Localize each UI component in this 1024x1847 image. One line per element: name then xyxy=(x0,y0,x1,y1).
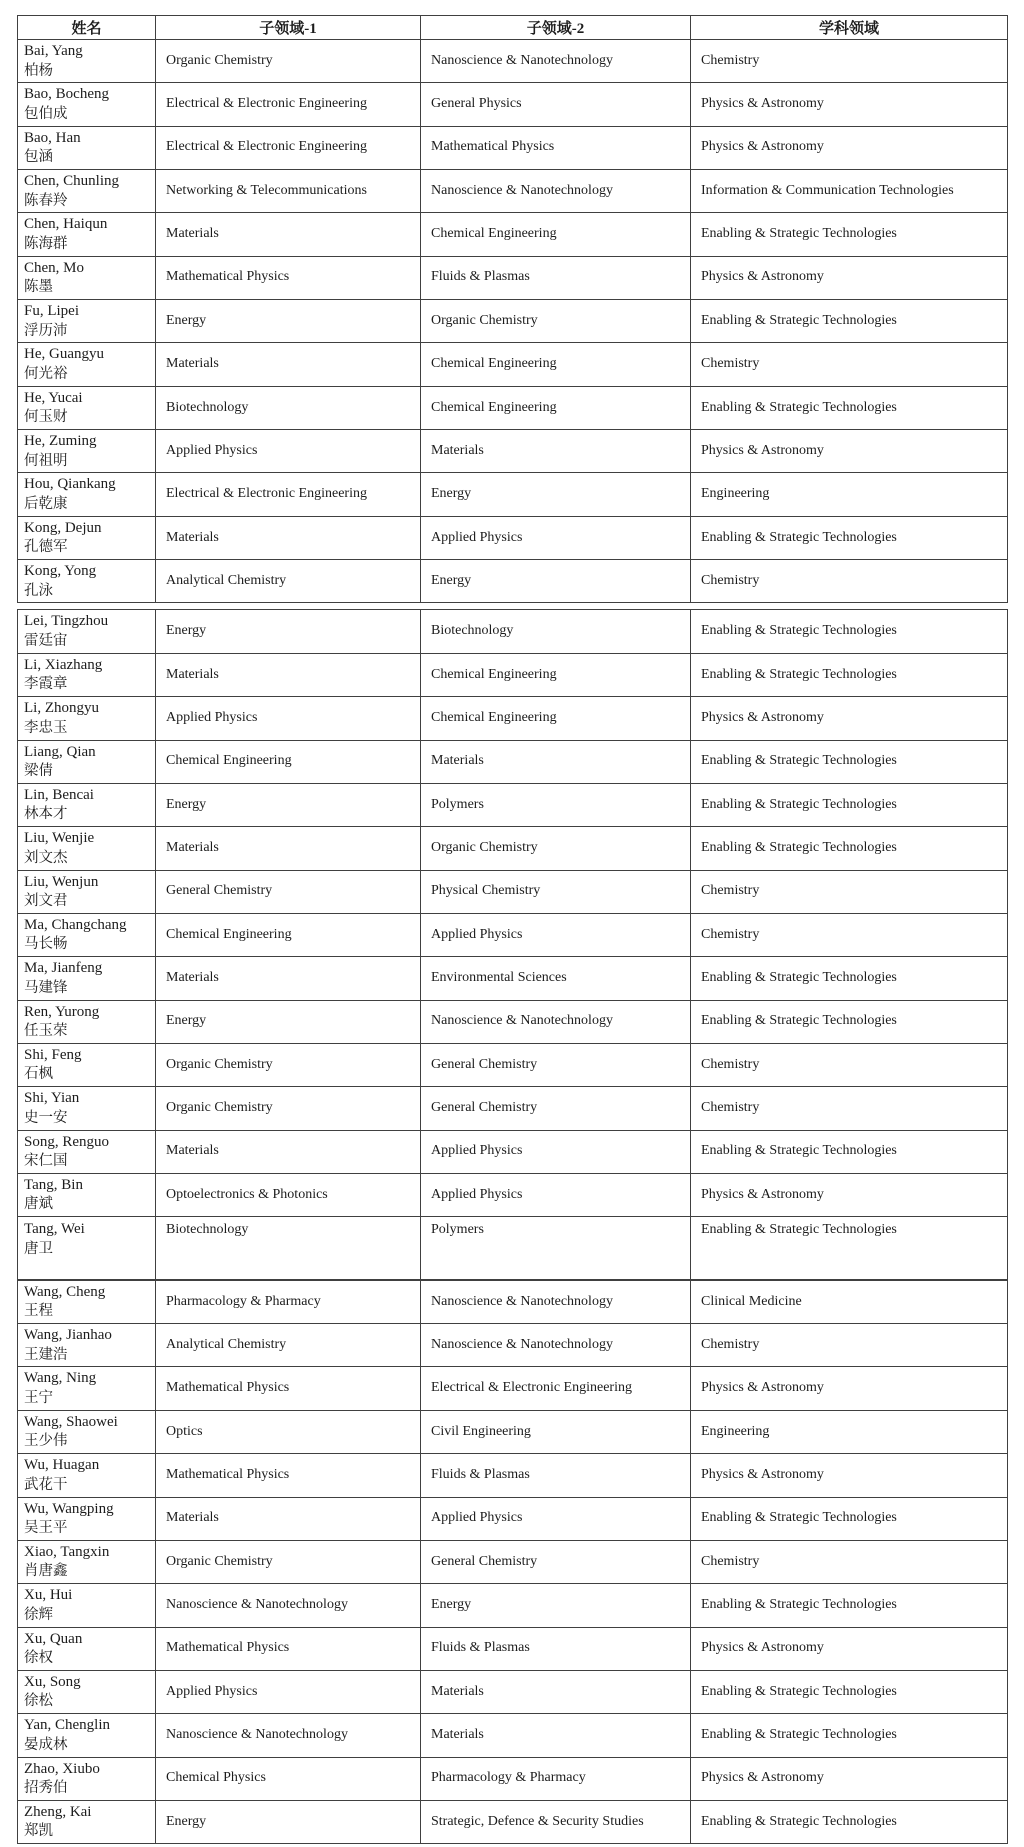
researcher-name-zh: 唐斌 xyxy=(24,1196,53,1213)
researcher-name-en: Li, Xiazhang xyxy=(24,656,103,673)
researcher-name-en: Lei, Tingzhou xyxy=(24,613,109,630)
researcher-name-zh: 陈春羚 xyxy=(24,192,68,209)
subject-cell: Enabling & Strategic Technologies xyxy=(691,740,1008,783)
table-row xyxy=(18,870,1008,913)
subject-cell: Enabling & Strategic Technologies xyxy=(691,1800,1008,1843)
researcher-name-zh: 肖唐鑫 xyxy=(24,1563,68,1580)
header-row xyxy=(18,16,1008,40)
researcher-name-zh: 马建锋 xyxy=(24,979,68,996)
subfield1-cell: Materials xyxy=(156,827,421,870)
researcher-name-cell xyxy=(18,913,156,956)
table-header xyxy=(18,16,1008,40)
subfield1-cell: Organic Chemistry xyxy=(156,1540,421,1583)
subfield1-cell: Optics xyxy=(156,1410,421,1453)
table-row xyxy=(18,1627,1008,1670)
table-row xyxy=(18,126,1008,169)
researcher-name-en: Tang, Bin xyxy=(24,1176,83,1193)
researcher-name-en: He, Yucai xyxy=(24,389,83,406)
researcher-name-zh: 唐卫 xyxy=(24,1240,53,1257)
researcher-name-zh: 何祖明 xyxy=(24,452,68,469)
subfield1-cell: Biotechnology xyxy=(156,386,421,429)
table-row xyxy=(18,783,1008,826)
researcher-name-zh: 浮历沛 xyxy=(24,322,68,339)
researcher-name-zh: 陈墨 xyxy=(24,279,53,296)
subfield2-cell: Nanoscience & Nanotechnology xyxy=(421,1000,691,1043)
subfield2-cell: Chemical Engineering xyxy=(421,213,691,256)
researcher-name-cell xyxy=(18,1367,156,1410)
researcher-name-cell xyxy=(18,1627,156,1670)
subject-cell: Chemistry xyxy=(691,343,1008,386)
researcher-name-en: Bai, Yang xyxy=(24,43,83,59)
subject-cell: Enabling & Strategic Technologies xyxy=(691,516,1008,559)
researcher-name-cell xyxy=(18,697,156,740)
researcher-name-cell xyxy=(18,1454,156,1497)
subfield1-cell: Mathematical Physics xyxy=(156,1454,421,1497)
table-row xyxy=(18,1410,1008,1453)
researcher-name-zh: 徐松 xyxy=(24,1693,53,1710)
subfield2-cell: Chemical Engineering xyxy=(421,653,691,696)
subfield1-cell: Materials xyxy=(156,343,421,386)
researcher-name-cell xyxy=(18,1173,156,1216)
subfield2-cell: Applied Physics xyxy=(421,1497,691,1540)
researcher-name-zh: 陈海群 xyxy=(24,235,68,252)
subfield2-cell: Nanoscience & Nanotechnology xyxy=(421,170,691,213)
researcher-name-zh: 李忠玉 xyxy=(24,719,68,736)
researcher-name-cell xyxy=(18,343,156,386)
subject-cell: Enabling & Strategic Technologies xyxy=(691,827,1008,870)
subfield1-cell: Materials xyxy=(156,213,421,256)
researcher-name-cell xyxy=(18,430,156,473)
researcher-name-cell xyxy=(18,170,156,213)
researcher-name-cell xyxy=(18,83,156,126)
researcher-name-cell xyxy=(18,126,156,169)
subfield2-cell: Nanoscience & Nanotechnology xyxy=(421,1324,691,1367)
subfield2-cell: General Chemistry xyxy=(421,1540,691,1583)
table-row xyxy=(18,343,1008,386)
researcher-name-en: Chen, Chunling xyxy=(24,173,120,190)
table-row xyxy=(18,957,1008,1000)
researcher-name-zh: 任玉荣 xyxy=(24,1023,68,1040)
researcher-name-cell xyxy=(18,40,156,83)
table-row xyxy=(18,740,1008,783)
researcher-name-cell xyxy=(18,560,156,603)
subfield2-cell: Chemical Engineering xyxy=(421,386,691,429)
researcher-name-zh: 王程 xyxy=(24,1303,53,1320)
researcher-name-zh: 招秀伯 xyxy=(24,1780,68,1797)
subject-cell: Chemistry xyxy=(691,1087,1008,1130)
researcher-name-zh: 包涵 xyxy=(24,149,53,166)
researcher-name-en: Wang, Ning xyxy=(24,1370,97,1387)
subject-cell: Physics & Astronomy xyxy=(691,1367,1008,1410)
subfield2-cell: Fluids & Plasmas xyxy=(421,1454,691,1497)
subfield2-cell: Materials xyxy=(421,1670,691,1713)
researcher-name-cell xyxy=(18,1800,156,1843)
subfield1-cell: Energy xyxy=(156,1800,421,1843)
researcher-name-cell xyxy=(18,1757,156,1800)
subfield2-cell: Nanoscience & Nanotechnology xyxy=(421,40,691,83)
table-row xyxy=(18,827,1008,870)
column-header-subfield2: 子领域-2 xyxy=(421,16,691,40)
table-row xyxy=(18,170,1008,213)
subject-cell: Enabling & Strategic Technologies xyxy=(691,957,1008,1000)
subject-cell: Enabling & Strategic Technologies xyxy=(691,1714,1008,1757)
researcher-name-zh: 王少伟 xyxy=(24,1433,68,1450)
subfield2-cell: General Physics xyxy=(421,83,691,126)
subject-cell: Physics & Astronomy xyxy=(691,430,1008,473)
researcher-name-en: Hou, Qiankang xyxy=(24,476,116,493)
researcher-name-en: He, Guangyu xyxy=(24,346,104,363)
researcher-name-en: Wang, Cheng xyxy=(24,1283,106,1300)
subject-cell: Chemistry xyxy=(691,40,1008,83)
researcher-name-en: Wu, Huagan xyxy=(24,1457,100,1474)
subfield2-cell: Polymers xyxy=(421,1217,691,1280)
subfield1-cell: Energy xyxy=(156,610,421,653)
researcher-name-zh: 刘文君 xyxy=(24,893,68,910)
table-row xyxy=(18,1217,1008,1280)
subfield1-cell: Materials xyxy=(156,516,421,559)
researcher-name-cell xyxy=(18,1217,156,1280)
subject-cell: Enabling & Strategic Technologies xyxy=(691,386,1008,429)
subject-cell: Chemistry xyxy=(691,870,1008,913)
table-row xyxy=(18,653,1008,696)
researcher-name-cell xyxy=(18,300,156,343)
table-row xyxy=(18,1367,1008,1410)
researcher-name-en: Zheng, Kai xyxy=(24,1803,92,1820)
researcher-name-zh: 徐权 xyxy=(24,1650,53,1667)
subject-cell: Enabling & Strategic Technologies xyxy=(691,653,1008,696)
subject-cell: Enabling & Strategic Technologies xyxy=(691,610,1008,653)
subject-cell: Enabling & Strategic Technologies xyxy=(691,783,1008,826)
subject-cell: Enabling & Strategic Technologies xyxy=(691,1000,1008,1043)
subfield2-cell: Applied Physics xyxy=(421,913,691,956)
subfield2-cell: Fluids & Plasmas xyxy=(421,256,691,299)
subject-cell: Chemistry xyxy=(691,913,1008,956)
subfield1-cell: Applied Physics xyxy=(156,697,421,740)
subfield2-cell: Civil Engineering xyxy=(421,1410,691,1453)
table-row xyxy=(18,1497,1008,1540)
subject-cell: Physics & Astronomy xyxy=(691,1173,1008,1216)
table-row xyxy=(18,386,1008,429)
researcher-name-en: Liang, Qian xyxy=(24,743,96,760)
subject-cell: Physics & Astronomy xyxy=(691,1454,1008,1497)
researcher-name-zh: 孔德军 xyxy=(24,539,68,556)
subject-cell: Information & Communication Technologies xyxy=(691,170,1008,213)
researcher-name-zh: 孔泳 xyxy=(24,582,53,599)
subfield2-cell: Nanoscience & Nanotechnology xyxy=(421,1280,691,1324)
researcher-name-cell xyxy=(18,1540,156,1583)
researcher-name-cell xyxy=(18,386,156,429)
column-header-subfield1: 子领域-1 xyxy=(156,16,421,40)
subfield1-cell: Chemical Physics xyxy=(156,1757,421,1800)
table-body-1 xyxy=(18,40,1008,603)
table-row xyxy=(18,1173,1008,1216)
researcher-name-cell xyxy=(18,473,156,516)
table-row xyxy=(18,913,1008,956)
subfield1-cell: Optoelectronics & Photonics xyxy=(156,1173,421,1216)
researcher-name-cell xyxy=(18,1000,156,1043)
subject-cell: Clinical Medicine xyxy=(691,1280,1008,1324)
researcher-name-en: Shi, Yian xyxy=(24,1090,80,1107)
subfield2-cell: Materials xyxy=(421,1714,691,1757)
subfield1-cell: Organic Chemistry xyxy=(156,40,421,83)
table-body-2 xyxy=(18,610,1008,1844)
subject-cell: Enabling & Strategic Technologies xyxy=(691,1670,1008,1713)
subfield1-cell: Applied Physics xyxy=(156,430,421,473)
subfield2-cell: General Chemistry xyxy=(421,1087,691,1130)
researcher-name-en: Ma, Jianfeng xyxy=(24,960,103,977)
subfield2-cell: Strategic, Defence & Security Studies xyxy=(421,1800,691,1843)
researcher-name-zh: 柏杨 xyxy=(24,62,53,79)
researcher-name-zh: 王建浩 xyxy=(24,1346,68,1363)
researcher-name-zh: 石枫 xyxy=(24,1066,53,1083)
researcher-name-en: Chen, Mo xyxy=(24,259,84,276)
subject-cell: Physics & Astronomy xyxy=(691,1627,1008,1670)
researcher-name-en: Lin, Bencai xyxy=(24,786,94,803)
researcher-name-cell xyxy=(18,610,156,653)
column-header-name: 姓名 xyxy=(18,16,156,40)
researcher-name-zh: 雷廷宙 xyxy=(24,632,68,649)
subfield1-cell: Mathematical Physics xyxy=(156,256,421,299)
researcher-name-cell xyxy=(18,870,156,913)
researcher-name-en: Kong, Dejun xyxy=(24,519,102,536)
subfield2-cell: Organic Chemistry xyxy=(421,300,691,343)
researcher-name-zh: 后乾康 xyxy=(24,495,68,512)
researcher-name-en: Xu, Quan xyxy=(24,1630,83,1647)
subject-cell: Chemistry xyxy=(691,560,1008,603)
subfield2-cell: Fluids & Plasmas xyxy=(421,1627,691,1670)
table-row xyxy=(18,213,1008,256)
researcher-name-cell xyxy=(18,1584,156,1627)
researcher-name-en: Xu, Song xyxy=(24,1673,81,1690)
subject-cell: Engineering xyxy=(691,473,1008,516)
subfield1-cell: Analytical Chemistry xyxy=(156,1324,421,1367)
researcher-name-en: Kong, Yong xyxy=(24,563,97,580)
researcher-name-cell xyxy=(18,957,156,1000)
researcher-name-cell xyxy=(18,213,156,256)
table-row xyxy=(18,697,1008,740)
researcher-name-zh: 徐辉 xyxy=(24,1606,53,1623)
subfield1-cell: Chemical Engineering xyxy=(156,913,421,956)
researcher-name-zh: 梁倩 xyxy=(24,763,53,779)
subject-cell: Enabling & Strategic Technologies xyxy=(691,1130,1008,1173)
researcher-name-zh: 马长畅 xyxy=(24,936,68,953)
table-row xyxy=(18,1757,1008,1800)
researcher-name-en: Bao, Bocheng xyxy=(24,86,109,103)
researcher-name-cell xyxy=(18,740,156,783)
subfield2-cell: Energy xyxy=(421,1584,691,1627)
subfield1-cell: Energy xyxy=(156,1000,421,1043)
researcher-name-zh: 武花干 xyxy=(24,1476,68,1493)
researcher-name-en: Fu, Lipei xyxy=(24,303,79,320)
subject-cell: Chemistry xyxy=(691,1324,1008,1367)
table-row xyxy=(18,1800,1008,1843)
subject-cell: Enabling & Strategic Technologies xyxy=(691,1584,1008,1627)
subfield2-cell: General Chemistry xyxy=(421,1043,691,1086)
researcher-name-cell xyxy=(18,1714,156,1757)
researcher-name-cell xyxy=(18,1087,156,1130)
researcher-name-en: Yan, Chenglin xyxy=(24,1717,110,1734)
researcher-name-zh: 李霞章 xyxy=(24,676,68,693)
subfield1-cell: Applied Physics xyxy=(156,1670,421,1713)
table-row xyxy=(18,1043,1008,1086)
table-row xyxy=(18,1280,1008,1324)
researcher-name-cell xyxy=(18,1324,156,1367)
researchers-table-page2 xyxy=(17,609,1008,1844)
subfield1-cell: Electrical & Electronic Engineering xyxy=(156,83,421,126)
subfield1-cell: Materials xyxy=(156,1497,421,1540)
subfield2-cell: Biotechnology xyxy=(421,610,691,653)
researcher-name-en: Liu, Wenjun xyxy=(24,873,99,890)
subfield1-cell: Organic Chemistry xyxy=(156,1087,421,1130)
researcher-name-en: Bao, Han xyxy=(24,129,81,146)
subfield1-cell: Energy xyxy=(156,783,421,826)
subfield1-cell: Electrical & Electronic Engineering xyxy=(156,473,421,516)
table-row xyxy=(18,1670,1008,1713)
researcher-name-en: Shi, Feng xyxy=(24,1046,82,1063)
subfield1-cell: Mathematical Physics xyxy=(156,1367,421,1410)
subfield1-cell: Networking & Telecommunications xyxy=(156,170,421,213)
researcher-name-en: Li, Zhongyu xyxy=(24,700,99,717)
researcher-name-en: Ren, Yurong xyxy=(24,1003,100,1020)
subfield2-cell: Pharmacology & Pharmacy xyxy=(421,1757,691,1800)
subject-cell: Enabling & Strategic Technologies xyxy=(691,1217,1008,1280)
subfield1-cell: Electrical & Electronic Engineering xyxy=(156,126,421,169)
subfield1-cell: Nanoscience & Nanotechnology xyxy=(156,1714,421,1757)
subfield2-cell: Applied Physics xyxy=(421,1130,691,1173)
subject-cell: Enabling & Strategic Technologies xyxy=(691,1497,1008,1540)
subfield2-cell: Materials xyxy=(421,430,691,473)
subfield2-cell: Applied Physics xyxy=(421,1173,691,1216)
subject-cell: Chemistry xyxy=(691,1043,1008,1086)
researcher-name-cell xyxy=(18,653,156,696)
subfield2-cell: Chemical Engineering xyxy=(421,697,691,740)
subject-cell: Physics & Astronomy xyxy=(691,697,1008,740)
researcher-name-en: Song, Renguo xyxy=(24,1133,110,1150)
table-row xyxy=(18,83,1008,126)
researcher-name-en: Tang, Wei xyxy=(24,1221,85,1238)
table-row xyxy=(18,1324,1008,1367)
subfield1-cell: Energy xyxy=(156,300,421,343)
researcher-name-cell xyxy=(18,1280,156,1324)
table-row xyxy=(18,560,1008,603)
researcher-name-cell xyxy=(18,1497,156,1540)
researcher-name-cell xyxy=(18,1130,156,1173)
subfield1-cell: General Chemistry xyxy=(156,870,421,913)
researcher-name-en: Chen, Haiqun xyxy=(24,216,108,233)
researcher-name-zh: 晏成林 xyxy=(24,1736,68,1753)
researcher-name-en: Liu, Wenjie xyxy=(24,830,95,847)
researcher-name-cell xyxy=(18,827,156,870)
subfield2-cell: Materials xyxy=(421,740,691,783)
researcher-name-cell xyxy=(18,516,156,559)
table-row xyxy=(18,610,1008,653)
subject-cell: Physics & Astronomy xyxy=(691,1757,1008,1800)
table-row xyxy=(18,1130,1008,1173)
researcher-name-zh: 宋仁国 xyxy=(24,1153,68,1170)
researcher-name-en: Xu, Hui xyxy=(24,1587,73,1604)
subject-cell: Chemistry xyxy=(691,1540,1008,1583)
researcher-name-zh: 郑凯 xyxy=(24,1823,53,1840)
subfield1-cell: Chemical Engineering xyxy=(156,740,421,783)
subject-cell: Enabling & Strategic Technologies xyxy=(691,300,1008,343)
researcher-name-en: Ma, Changchang xyxy=(24,916,127,933)
table-row xyxy=(18,1000,1008,1043)
table-row xyxy=(18,1540,1008,1583)
researcher-name-zh: 何玉财 xyxy=(24,409,68,426)
table-row xyxy=(18,40,1008,83)
table-row xyxy=(18,1714,1008,1757)
subfield1-cell: Pharmacology & Pharmacy xyxy=(156,1280,421,1324)
subfield2-cell: Applied Physics xyxy=(421,516,691,559)
researcher-name-en: Zhao, Xiubo xyxy=(24,1760,100,1777)
researcher-name-en: Wang, Jianhao xyxy=(24,1327,112,1344)
researcher-name-cell xyxy=(18,783,156,826)
subfield1-cell: Materials xyxy=(156,957,421,1000)
researcher-name-cell xyxy=(18,1043,156,1086)
researcher-name-zh: 刘文杰 xyxy=(24,849,68,866)
subfield1-cell: Mathematical Physics xyxy=(156,1627,421,1670)
researcher-name-zh: 包伯成 xyxy=(24,105,68,122)
researcher-name-cell xyxy=(18,1410,156,1453)
subfield2-cell: Chemical Engineering xyxy=(421,343,691,386)
subfield1-cell: Analytical Chemistry xyxy=(156,560,421,603)
table-row xyxy=(18,1454,1008,1497)
table-row xyxy=(18,1087,1008,1130)
subject-cell: Physics & Astronomy xyxy=(691,83,1008,126)
subfield1-cell: Nanoscience & Nanotechnology xyxy=(156,1584,421,1627)
subfield2-cell: Organic Chemistry xyxy=(421,827,691,870)
researcher-name-zh: 林本才 xyxy=(24,806,68,823)
subfield2-cell: Environmental Sciences xyxy=(421,957,691,1000)
researcher-name-cell xyxy=(18,1670,156,1713)
subject-cell: Physics & Astronomy xyxy=(691,126,1008,169)
table-row xyxy=(18,516,1008,559)
researcher-name-zh: 何光裕 xyxy=(24,365,68,382)
table-row xyxy=(18,256,1008,299)
table-row xyxy=(18,473,1008,516)
researcher-name-en: He, Zuming xyxy=(24,433,97,450)
researcher-name-cell xyxy=(18,256,156,299)
subfield1-cell: Materials xyxy=(156,653,421,696)
table-row xyxy=(18,300,1008,343)
researcher-name-en: Xiao, Tangxin xyxy=(24,1543,110,1560)
subject-cell: Enabling & Strategic Technologies xyxy=(691,213,1008,256)
researcher-name-zh: 史一安 xyxy=(24,1109,68,1126)
subfield1-cell: Biotechnology xyxy=(156,1217,421,1280)
table-row xyxy=(18,1584,1008,1627)
table-row xyxy=(18,430,1008,473)
researcher-name-zh: 王宁 xyxy=(24,1389,53,1406)
column-header-subject: 学科领域 xyxy=(691,16,1008,40)
subfield2-cell: Energy xyxy=(421,560,691,603)
subfield1-cell: Materials xyxy=(156,1130,421,1173)
researcher-name-en: Wu, Wangping xyxy=(24,1500,114,1517)
researcher-name-en: Wang, Shaowei xyxy=(24,1413,118,1430)
researchers-table-page1 xyxy=(17,15,1008,603)
subfield2-cell: Electrical & Electronic Engineering xyxy=(421,1367,691,1410)
subfield1-cell: Organic Chemistry xyxy=(156,1043,421,1086)
researcher-name-zh: 吴王平 xyxy=(24,1520,68,1536)
subject-cell: Physics & Astronomy xyxy=(691,256,1008,299)
subfield2-cell: Polymers xyxy=(421,783,691,826)
subfield2-cell: Physical Chemistry xyxy=(421,870,691,913)
subfield2-cell: Energy xyxy=(421,473,691,516)
subfield2-cell: Mathematical Physics xyxy=(421,126,691,169)
subject-cell: Engineering xyxy=(691,1410,1008,1453)
